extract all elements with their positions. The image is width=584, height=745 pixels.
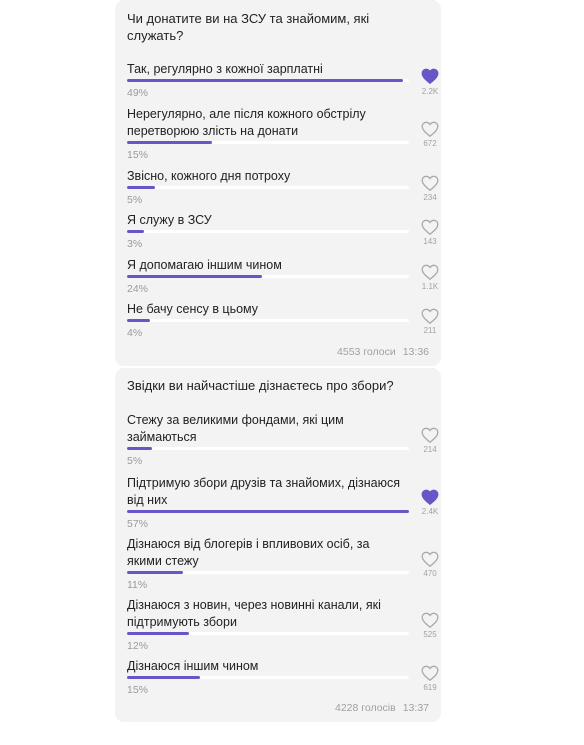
poll-result-fill	[127, 676, 200, 679]
poll-result-bar	[127, 319, 409, 322]
poll-result-bar	[127, 79, 409, 82]
vote-count: 4228 голосів	[334, 702, 396, 714]
poll-option-percent: 57%	[127, 518, 149, 530]
poll-card-fundraisers	[115, 368, 441, 722]
like-count: 143	[423, 237, 437, 246]
poll-result-bar	[127, 186, 409, 189]
like-count: 211	[423, 326, 437, 335]
poll-option-percent: 12%	[127, 640, 149, 652]
poll-result-bar	[127, 632, 409, 635]
poll-result-fill	[127, 447, 152, 450]
heart-icon[interactable]	[421, 427, 439, 443]
like-count: 525	[423, 630, 437, 639]
poll-option-percent: 49%	[127, 87, 149, 99]
poll-result-bar	[127, 676, 409, 679]
poll-option-label: Дізнаюся з новин, через новинні канали, які підтримують збори	[127, 598, 381, 629]
heart-icon[interactable]	[421, 121, 439, 137]
poll-result-fill	[127, 319, 150, 322]
poll-option-label: Стежу за великими фондами, які цим займаються	[127, 413, 344, 444]
poll-question: Звідки ви найчастіше дізнаєтесь про збори?	[127, 378, 394, 393]
poll-result-fill	[127, 230, 144, 233]
poll-option-percent: 11%	[127, 579, 148, 591]
poll-result-bar	[127, 447, 409, 450]
poll-result-fill	[127, 275, 262, 278]
like-count: 214	[423, 445, 437, 454]
like-count: 234	[423, 193, 437, 202]
poll-result-fill	[127, 141, 212, 144]
heart-icon[interactable]	[421, 175, 439, 191]
poll-result-bar	[127, 275, 409, 278]
poll-option-label: Дізнаюся іншим чином	[127, 659, 259, 673]
poll-option-percent: 15%	[127, 149, 149, 161]
poll-option-percent: 24%	[127, 283, 149, 295]
vote-count: 4553 голоси	[337, 346, 396, 358]
poll-option-percent: 15%	[127, 684, 149, 696]
poll-option-label: Так, регулярно з кожної зарплатні	[127, 62, 323, 76]
message-time: 13:37	[402, 702, 429, 714]
poll-option-label: Звісно, кожного дня потроху	[127, 169, 291, 183]
poll-option-label: Дізнаюся від блогерів і впливових осіб, за якими стежу	[127, 537, 370, 568]
poll-result-bar	[127, 141, 409, 144]
poll-question: Чи донатите ви на ЗСУ та знайомим, які служать?	[127, 11, 370, 43]
poll-result-fill	[127, 186, 155, 189]
heart-icon[interactable]	[421, 551, 439, 567]
like-count: 619	[423, 683, 437, 692]
like-count: 470	[423, 569, 437, 578]
poll-option-percent: 5%	[127, 194, 143, 206]
poll-result-fill	[127, 79, 403, 82]
poll-option-label: Я допомагаю іншим чином	[127, 258, 282, 272]
like-count: 672	[423, 139, 437, 148]
like-count: 2.4K	[421, 507, 439, 516]
heart-icon[interactable]	[421, 68, 439, 84]
poll-option-label: Я служу в ЗСУ	[127, 213, 212, 227]
poll-option-percent: 4%	[127, 327, 143, 339]
heart-icon[interactable]	[421, 665, 439, 681]
poll-result-bar	[127, 510, 409, 513]
poll-result-fill	[127, 510, 409, 513]
heart-icon[interactable]	[421, 489, 439, 505]
poll-result-fill	[127, 571, 183, 574]
like-count: 1.1K	[421, 282, 439, 291]
poll-option-label: Нерегулярно, але після кожного обстрілу перетворюю злість на донати	[127, 107, 366, 138]
poll-footer	[328, 702, 429, 714]
poll-result-bar	[127, 230, 409, 233]
message-time: 13:36	[402, 346, 429, 358]
like-count: 2.2K	[421, 87, 439, 96]
heart-icon[interactable]	[421, 219, 439, 235]
poll-option-label: Не бачу сенсу в цьому	[127, 302, 259, 316]
poll-card-donations	[115, 0, 441, 366]
poll-result-fill	[127, 632, 189, 635]
heart-icon[interactable]	[421, 612, 439, 628]
poll-result-bar	[127, 571, 409, 574]
poll-option-percent: 5%	[127, 455, 143, 467]
heart-icon[interactable]	[421, 308, 439, 324]
poll-option-label: Підтримую збори друзів та знайомих, дізнаюся від них	[127, 476, 400, 507]
poll-footer	[330, 346, 429, 358]
poll-option-percent: 3%	[127, 238, 143, 250]
heart-icon[interactable]	[421, 264, 439, 280]
